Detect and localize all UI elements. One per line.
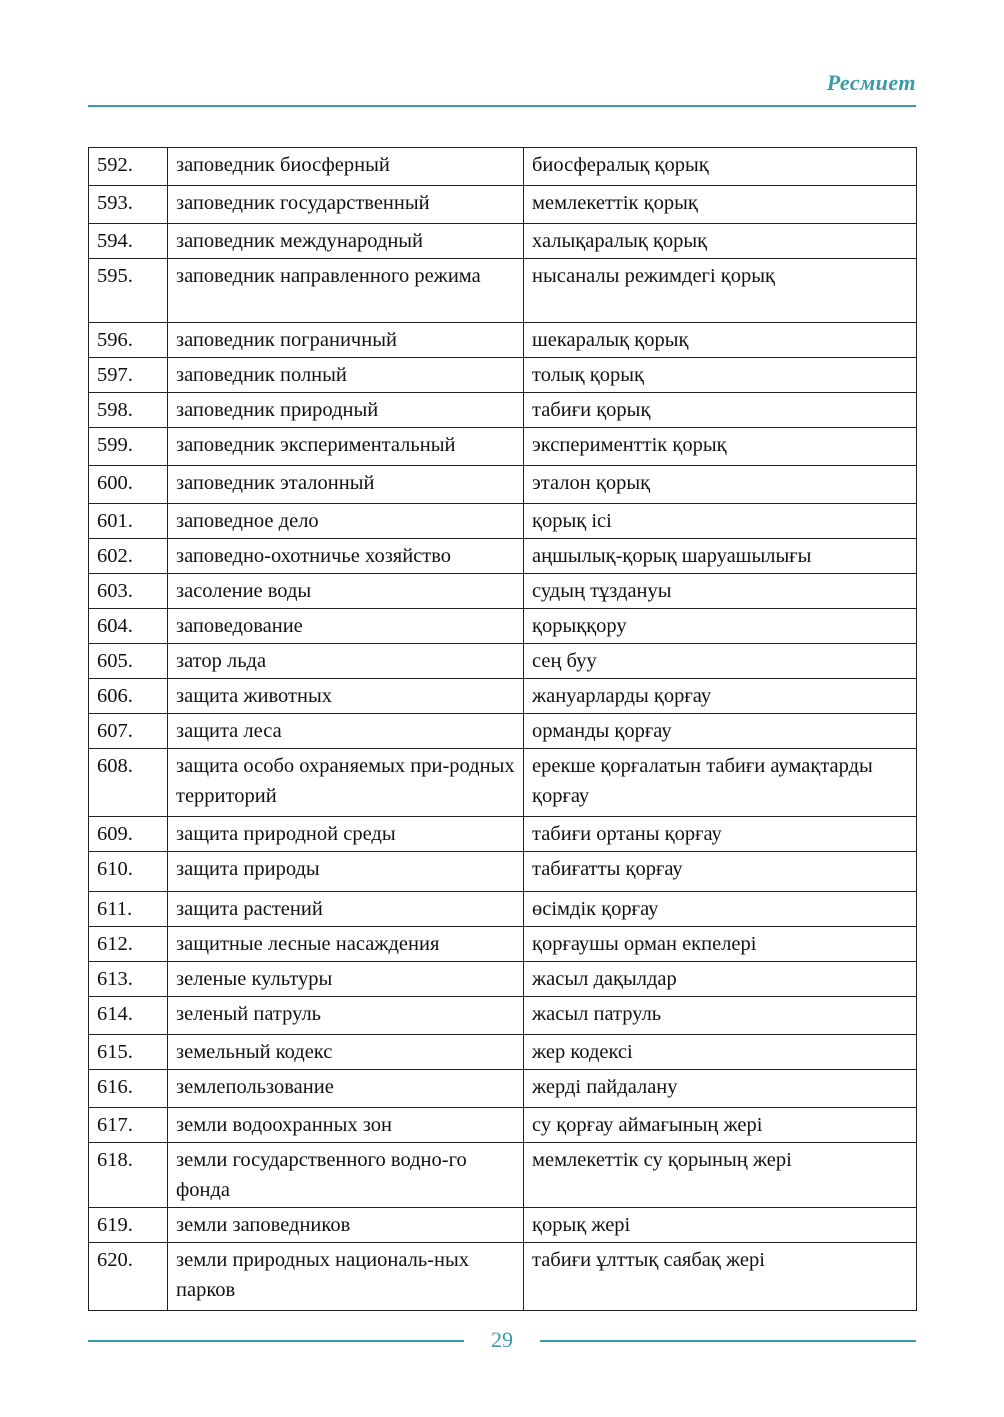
- kazakh-term: табиғи қорық: [524, 393, 917, 428]
- table-row: [89, 466, 917, 504]
- page-number: 29: [491, 1327, 513, 1352]
- russian-term: заповедник биосферный: [168, 148, 524, 186]
- entry-number: 609.: [89, 817, 168, 852]
- russian-term: земли государственного водно-го фонда: [168, 1143, 524, 1208]
- table-row: [89, 1035, 917, 1070]
- kazakh-term: сең буу: [524, 644, 917, 679]
- kazakh-term: аңшылық-қорық шаруашылығы: [524, 539, 917, 574]
- russian-term: защита природы: [168, 852, 524, 892]
- footer-divider-left: [88, 1340, 464, 1342]
- russian-term: зеленый патруль: [168, 997, 524, 1035]
- kazakh-term: қорық жері: [524, 1208, 917, 1243]
- entry-number: 619.: [89, 1208, 168, 1243]
- russian-term: заповедник пограничный: [168, 323, 524, 358]
- russian-term: заповедник эталонный: [168, 466, 524, 504]
- glossary-table-body: [89, 148, 917, 1311]
- russian-term: заповедник природный: [168, 393, 524, 428]
- kazakh-term: қорық ісі: [524, 504, 917, 539]
- kazakh-term: биосфералық қорық: [524, 148, 917, 186]
- russian-term: защита растений: [168, 892, 524, 927]
- russian-term: заповедник государственный: [168, 186, 524, 224]
- russian-term: землепользование: [168, 1070, 524, 1108]
- entry-number: 616.: [89, 1070, 168, 1108]
- russian-term: земельный кодекс: [168, 1035, 524, 1070]
- russian-term: зеленые культуры: [168, 962, 524, 997]
- table-row: [89, 1108, 917, 1143]
- footer-divider-right: [540, 1340, 916, 1342]
- table-row: [89, 892, 917, 927]
- table-row: [89, 358, 917, 393]
- russian-term: защита животных: [168, 679, 524, 714]
- russian-term: земли природных националь-ных парков: [168, 1243, 524, 1311]
- entry-number: 602.: [89, 539, 168, 574]
- russian-term: заповедование: [168, 609, 524, 644]
- table-row: [89, 393, 917, 428]
- russian-term: защита особо охраняемых при-родных территорий: [168, 749, 524, 817]
- entry-number: 620.: [89, 1243, 168, 1311]
- table-row: [89, 504, 917, 539]
- entry-number: 610.: [89, 852, 168, 892]
- kazakh-term: қорыққору: [524, 609, 917, 644]
- entry-number: 599.: [89, 428, 168, 466]
- kazakh-term: ерекше қорғалатын табиғи аумақтарды қорғау: [524, 749, 917, 817]
- kazakh-term: жануарларды қорғау: [524, 679, 917, 714]
- kazakh-term: жер кодексі: [524, 1035, 917, 1070]
- entry-number: 606.: [89, 679, 168, 714]
- table-row: [89, 224, 917, 259]
- russian-term: заповедник полный: [168, 358, 524, 393]
- russian-term: заповедник международный: [168, 224, 524, 259]
- russian-term: засоление воды: [168, 574, 524, 609]
- kazakh-term: су қорғау аймағының жері: [524, 1108, 917, 1143]
- table-row: [89, 539, 917, 574]
- table-row: [89, 428, 917, 466]
- kazakh-term: мемлекеттік қорық: [524, 186, 917, 224]
- kazakh-term: өсімдік қорғау: [524, 892, 917, 927]
- russian-term: заповедник экспериментальный: [168, 428, 524, 466]
- table-row: [89, 574, 917, 609]
- kazakh-term: жасыл патруль: [524, 997, 917, 1035]
- table-row: [89, 997, 917, 1035]
- table-row: [89, 1243, 917, 1311]
- kazakh-term: табиғи ортаны қорғау: [524, 817, 917, 852]
- entry-number: 611.: [89, 892, 168, 927]
- kazakh-term: табиғатты қорғау: [524, 852, 917, 892]
- russian-term: земли заповедников: [168, 1208, 524, 1243]
- entry-number: 597.: [89, 358, 168, 393]
- entry-number: 608.: [89, 749, 168, 817]
- russian-term: защита природной среды: [168, 817, 524, 852]
- table-row: [89, 259, 917, 323]
- table-row: [89, 679, 917, 714]
- running-header-title: Ресмиет: [826, 70, 916, 95]
- kazakh-term: мемлекеттік су қорының жері: [524, 1143, 917, 1208]
- entry-number: 607.: [89, 714, 168, 749]
- table-row: [89, 817, 917, 852]
- russian-term: заповедное дело: [168, 504, 524, 539]
- russian-term: затор льда: [168, 644, 524, 679]
- kazakh-term: шекаралық қорық: [524, 323, 917, 358]
- entry-number: 614.: [89, 997, 168, 1035]
- kazakh-term: табиғи ұлттық саябақ жері: [524, 1243, 917, 1311]
- russian-term: защитные лесные насаждения: [168, 927, 524, 962]
- table-row: [89, 749, 917, 817]
- entry-number: 605.: [89, 644, 168, 679]
- table-row: [89, 927, 917, 962]
- table-row: [89, 714, 917, 749]
- entry-number: 596.: [89, 323, 168, 358]
- russian-term: заповедник направленного режима: [168, 259, 524, 323]
- table-row: [89, 962, 917, 997]
- entry-number: 593.: [89, 186, 168, 224]
- entry-number: 618.: [89, 1143, 168, 1208]
- table-row: [89, 148, 917, 186]
- russian-term: заповедно-охотничье хозяйство: [168, 539, 524, 574]
- kazakh-term: жасыл дақылдар: [524, 962, 917, 997]
- table-row: [89, 852, 917, 892]
- table-row: [89, 186, 917, 224]
- entry-number: 604.: [89, 609, 168, 644]
- entry-number: 615.: [89, 1035, 168, 1070]
- russian-term: земли водоохранных зон: [168, 1108, 524, 1143]
- kazakh-term: халықаралық қорық: [524, 224, 917, 259]
- table-row: [89, 609, 917, 644]
- table-row: [89, 644, 917, 679]
- kazakh-term: толық қорық: [524, 358, 917, 393]
- entry-number: 592.: [89, 148, 168, 186]
- glossary-table: [88, 147, 917, 1311]
- kazakh-term: қорғаушы орман екпелері: [524, 927, 917, 962]
- entry-number: 598.: [89, 393, 168, 428]
- entry-number: 601.: [89, 504, 168, 539]
- entry-number: 613.: [89, 962, 168, 997]
- kazakh-term: жерді пайдалану: [524, 1070, 917, 1108]
- entry-number: 612.: [89, 927, 168, 962]
- entry-number: 617.: [89, 1108, 168, 1143]
- kazakh-term: орманды қорғау: [524, 714, 917, 749]
- kazakh-term: эталон қорық: [524, 466, 917, 504]
- entry-number: 595.: [89, 259, 168, 323]
- table-row: [89, 1143, 917, 1208]
- russian-term: защита леса: [168, 714, 524, 749]
- table-row: [89, 323, 917, 358]
- table-row: [89, 1070, 917, 1108]
- kazakh-term: нысаналы режимдегі қорық: [524, 259, 917, 323]
- kazakh-term: судың тұздануы: [524, 574, 917, 609]
- entry-number: 600.: [89, 466, 168, 504]
- table-row: [89, 1208, 917, 1243]
- header-divider: [88, 105, 916, 107]
- entry-number: 594.: [89, 224, 168, 259]
- kazakh-term: эксперименттік қорық: [524, 428, 917, 466]
- entry-number: 603.: [89, 574, 168, 609]
